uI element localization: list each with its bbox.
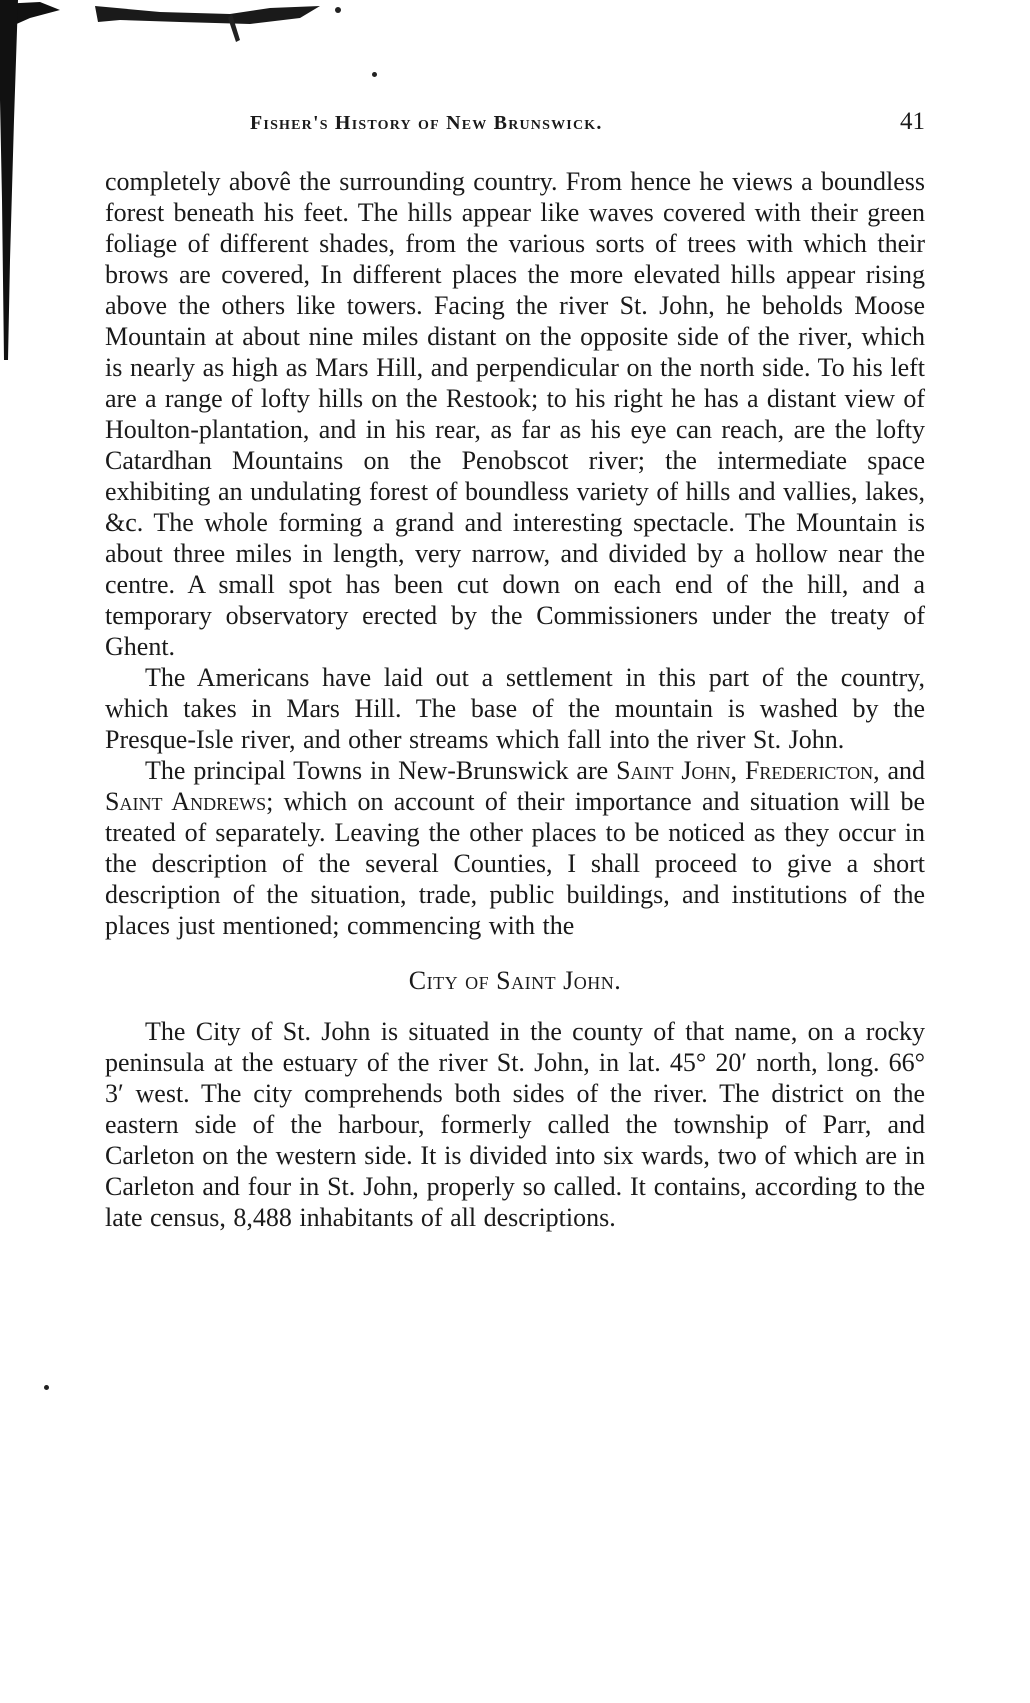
place-name-saint-andrews: Saint Andrews	[105, 787, 267, 816]
scan-edge-mark	[0, 0, 40, 900]
scan-smudge-mark	[0, 0, 360, 60]
stray-dot	[372, 72, 377, 77]
separator: ,	[730, 756, 745, 785]
running-title: Fisher's History of New Brunswick.	[250, 112, 603, 134]
place-name-fredericton: Fredericton	[744, 756, 874, 785]
paragraph-4: The City of St. John is situated in the county of that name, on a rocky peninsula at the estuary of the river St. John, in lat. 45° 20′ north, long. 66° 3′ west. The city comprehends both sides of the river. The district on the eastern side of the harbour, formerly called the township of Parr, and Carleton on the western side. It is divided into six wards, two of which are in Carleton and four in St. John, properly so called. It contains, according to the late census, 8,488 inhabitants of all descriptions.	[105, 1017, 925, 1232]
running-head	[105, 108, 925, 142]
text-body	[105, 166, 925, 1233]
section-heading: City of Saint John.	[408, 966, 622, 995]
paragraph-3	[105, 755, 925, 941]
page-number: 41	[900, 108, 925, 135]
paragraph-3-text-before: The principal Towns in New-Brunswick are	[145, 756, 617, 785]
paragraph-2: The Americans have laid out a settlement in this part of the country, which takes in Mars Hill. The base of the mountain is washed by the Presque-Isle river, and other streams which fall into the river St. John.	[105, 663, 925, 754]
stray-dot	[44, 1385, 49, 1390]
separator: , and	[873, 756, 926, 785]
paragraph-3-text-after: ; which on account of their importance and situation will be treated of separately. Leaving the other places to be noticed as they occur in the description of the several Counties, I shall proceed to give a short description of the situation, trade, public buildings, and institutions of the places just mentioned; commencing with the	[105, 787, 925, 940]
paragraph-1: completely abovê the surrounding country. From hence he views a boundless forest beneath his feet. The hills appear like waves covered with their green foliage of different shades, from the various sorts of trees with which their brows are covered, In different places the more elevated hills appear rising above the others like towers. Facing the river St. John, he beholds Moose Mountain at about nine miles distant on the opposite side of the river, which is nearly as high as Mars Hill, and perpendicular on the north side. To his left are a range of lofty hills on the Restook; to his right he has a distant view of Houlton-plantation, and in his rear, as far as his eye can reach, are the lofty Catardhan Mountains on the Penobscot river; the intermediate space exhibiting an undulating forest of boundless variety of hills and vallies, lakes, &c. The whole forming a grand and interesting spectacle. The Mountain is about three miles in length, very narrow, and divided by a hollow near the centre. A small spot has been cut down on each end of the hill, and a temporary observatory erected by the Commissioners under the treaty of Ghent.	[105, 167, 925, 661]
place-name-saint-john: Saint John	[616, 756, 731, 785]
